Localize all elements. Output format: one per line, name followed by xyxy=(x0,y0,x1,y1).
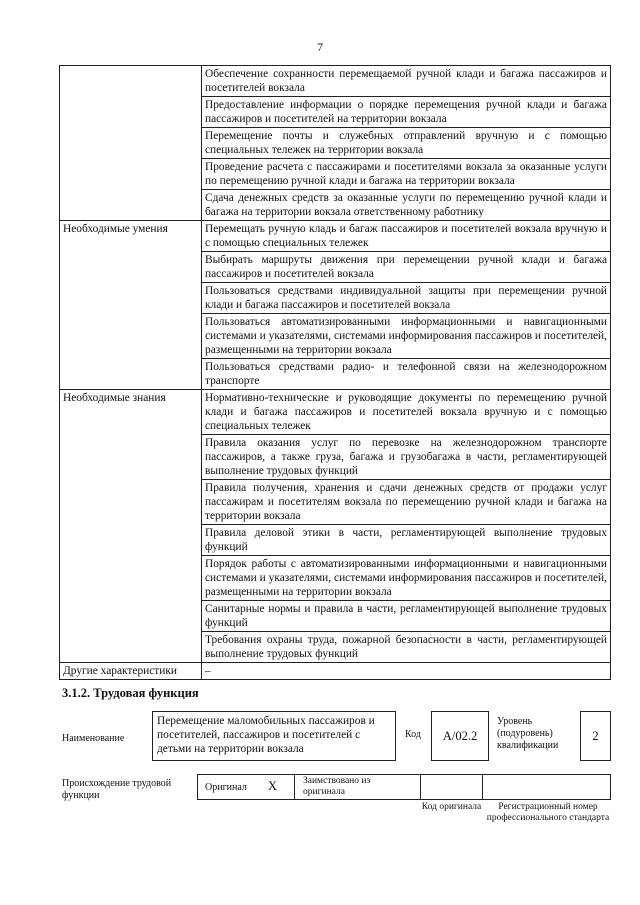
row-content: Пользоваться средствами индивидуальной защиты при перемещении ручной клади и багажа пассажиров и посетителей вокзала xyxy=(202,283,611,314)
row-label xyxy=(60,66,202,221)
table-row xyxy=(60,663,611,680)
original-cell xyxy=(197,774,295,800)
original-mark: X xyxy=(268,779,278,793)
code-label: Код xyxy=(405,729,421,740)
row-label: Другие характеристики xyxy=(60,663,202,680)
row-content: Обеспечение сохранности перемещаемой ручной клади и багажа пассажиров и посетителей вокзала xyxy=(202,66,611,97)
row-content: Проведение расчета с пассажирами и посетителями вокзала за оказанные услуги по перемещению ручной клади и багажа на территории вокзала xyxy=(202,159,611,190)
code-value: A/02.2 xyxy=(442,728,478,743)
name-label: Наименование xyxy=(62,733,125,744)
reg-number-caption: Регистрационный номер профессионального стандарта xyxy=(486,802,610,823)
original-label: Оригинал xyxy=(205,782,247,793)
code-box xyxy=(431,711,489,761)
row-content: Санитарные нормы и правила в части, регламентирующей выполнение трудовых функций xyxy=(202,601,611,632)
page-number: 7 xyxy=(317,40,323,54)
row-content: Требования охраны труда, пожарной безопасности в части, регламентирующей выполнение трудовых функций xyxy=(202,632,611,663)
row-content: Правила получения, хранения и сдачи денежных средств от продажи услуг пассажирам и посетителям вокзала по перемещению ручной клади и багажа на территории вокзала xyxy=(202,480,611,525)
level-value: 2 xyxy=(592,728,599,743)
row-content: Перемещение почты и служебных отправлений вручную и с помощью специальных тележек на территории вокзала xyxy=(202,128,611,159)
row-content: – xyxy=(202,663,611,680)
row-content: Нормативно-технические и руководящие документы по перемещению ручной клади и багажа пассажиров и посетителей вокзала вручную и с помощью специальных тележек xyxy=(202,390,611,435)
row-content: Выбирать маршруты движения при перемещении ручной клади и багажа пассажиров и посетителей вокзала xyxy=(202,252,611,283)
function-name-value: Перемещение маломобильных пассажиров и посетителей, пассажиров и посетителей с детьми на территории вокзала xyxy=(157,715,375,755)
borrowed-cell xyxy=(294,774,421,800)
origin-label: Происхождение трудовой функции xyxy=(62,778,172,801)
function-name-box xyxy=(152,711,396,761)
row-label: Необходимые знания xyxy=(60,390,202,663)
row-content: Предоставление информации о порядке перемещения ручной клади и багажа пассажиров и посетителей на территории вокзала xyxy=(202,97,611,128)
table-row xyxy=(60,221,611,252)
borrowed-label: Заимствовано из оригинала xyxy=(303,776,371,797)
row-label: Необходимые умения xyxy=(60,221,202,390)
row-content: Пользоваться средствами радио- и телефонной связи на железнодорожном транспорте xyxy=(202,359,611,390)
code-original-cell xyxy=(420,774,483,800)
section-title: 3.1.2. Трудовая функция xyxy=(62,686,199,700)
code-original-caption: Код оригинала xyxy=(421,802,482,812)
row-content: Пользоваться автоматизированными информационными и навигационными системами и указателями, системами информирования пассажиров и посетителей, размещенными на территории вокзала xyxy=(202,314,611,359)
row-content: Сдача денежных средств за оказанные услуги по перемещению ручной клади и багажа на территории вокзала ответственному работнику xyxy=(202,190,611,221)
row-content: Правила оказания услуг по перевозке на железнодорожном транспорте пассажиров, а также груза, багажа и грузобагажа в части, регламентирующей выполнение трудовых функций xyxy=(202,435,611,480)
level-label: Уровень (подуровень) квалификации xyxy=(497,716,559,751)
table-row xyxy=(60,390,611,435)
reg-number-cell xyxy=(482,774,611,800)
table-row xyxy=(60,66,611,97)
level-box xyxy=(580,711,611,761)
competency-table xyxy=(59,65,611,680)
row-content: Перемещать ручную кладь и багаж пассажиров и посетителей вокзала вручную и с помощью специальных тележек xyxy=(202,221,611,252)
row-content: Порядок работы с автоматизированными информационными и навигационными системами и указателями, системами информирования пассажиров и посетителей, размещенными на территории вокзала xyxy=(202,556,611,601)
row-content: Правила деловой этики в части, регламентирующей выполнение трудовых функций xyxy=(202,525,611,556)
